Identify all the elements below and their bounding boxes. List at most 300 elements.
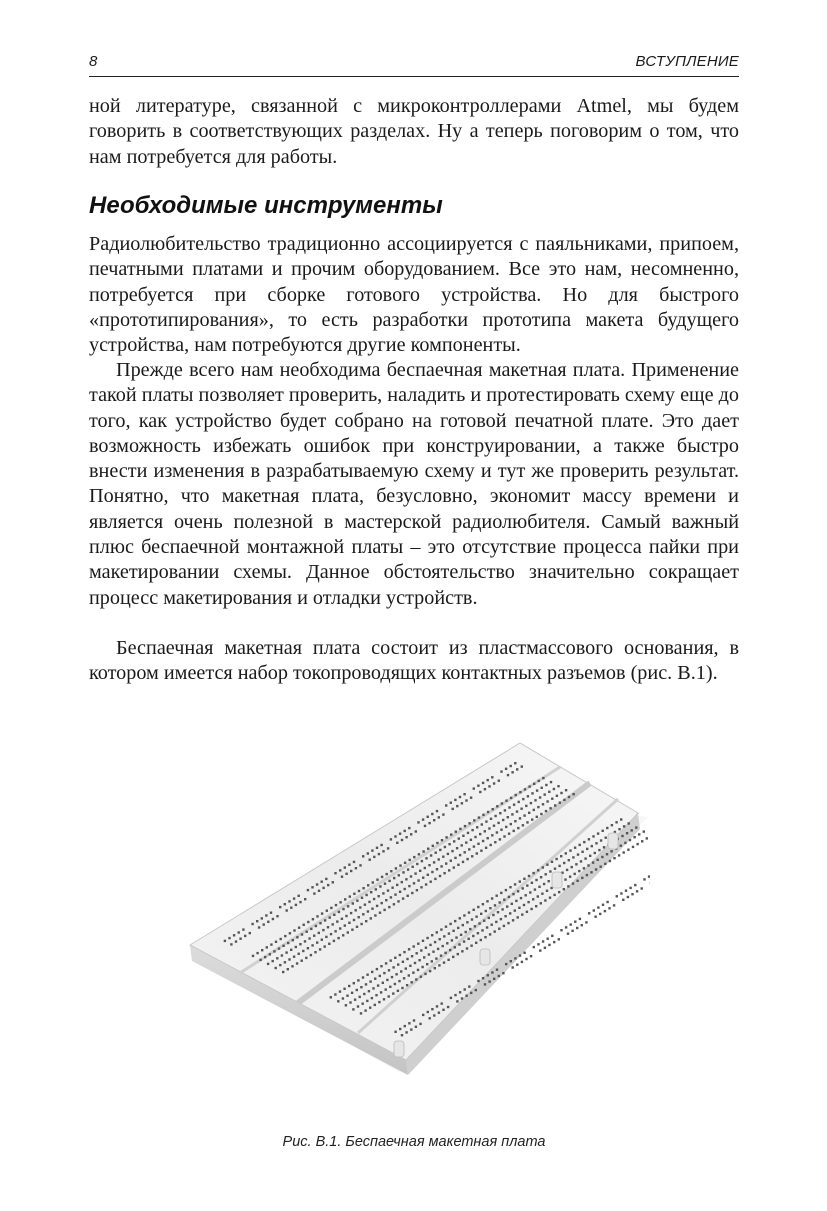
breadboard-hole (324, 919, 326, 921)
breadboard-hole (533, 783, 535, 785)
breadboard-hole (383, 998, 385, 1000)
breadboard-hole (365, 894, 367, 896)
breadboard-hole (510, 765, 512, 767)
breadboard-hole (334, 930, 336, 932)
breadboard-hole (349, 895, 351, 897)
breadboard-hole (325, 878, 327, 880)
breadboard-hole (443, 872, 445, 874)
breadboard-hole (569, 849, 571, 851)
breadboard-hole (301, 960, 303, 962)
breadboard-hole (369, 859, 371, 861)
breadboard-hole (581, 851, 583, 853)
breadboard-hole (298, 953, 300, 955)
breadboard-hole (284, 903, 286, 905)
breadboard-hole (428, 822, 430, 824)
breadboard-hole (638, 833, 640, 835)
breadboard-hole (249, 932, 251, 934)
breadboard-hole (597, 906, 599, 908)
breadboard-hole (473, 819, 475, 821)
breadboard-hole (629, 887, 631, 889)
breadboard-hole (362, 855, 364, 857)
breadboard-hole (603, 846, 605, 848)
breadboard-hole (571, 866, 573, 868)
breadboard-hole (444, 952, 446, 954)
breadboard-hole (353, 982, 355, 984)
breadboard-hole (293, 929, 295, 931)
breadboard-hole (370, 917, 372, 919)
breadboard-hole (239, 938, 241, 940)
breadboard-hole (367, 852, 369, 854)
breadboard-hole (494, 841, 496, 843)
breadboard-hole (527, 901, 529, 903)
breadboard-hole (525, 894, 527, 896)
breadboard-hole (600, 866, 602, 868)
breadboard-hole (628, 822, 630, 824)
breadboard-hole (385, 988, 387, 990)
breadboard-hole (439, 875, 441, 877)
breadboard-hole (485, 847, 487, 849)
breadboard-hole (507, 774, 509, 776)
breadboard-hole (494, 930, 496, 932)
breadboard-hole (420, 886, 422, 888)
breadboard-hole (389, 986, 391, 988)
breadboard-hole (351, 929, 353, 931)
breadboard-hole (521, 961, 523, 963)
breadboard-hole (359, 906, 361, 908)
breadboard-hole (477, 932, 479, 934)
breadboard-hole (475, 989, 477, 991)
breadboard-hole (316, 941, 318, 943)
breadboard-hole (456, 805, 458, 807)
breadboard-hole (444, 846, 446, 848)
breadboard-hole (633, 836, 635, 838)
breadboard-hole (466, 921, 468, 923)
breadboard-hole (390, 959, 392, 961)
breadboard-hole (385, 962, 387, 964)
breadboard-hole (413, 1019, 415, 1021)
breadboard-hole (470, 797, 472, 799)
breadboard-hole (315, 925, 317, 927)
breadboard-hole (470, 945, 472, 947)
breadboard-hole (408, 827, 410, 829)
breadboard-hole (494, 815, 496, 817)
breadboard-hole (440, 955, 442, 957)
breadboard-figure (180, 735, 650, 1095)
section-heading: Необходимые инструменты (89, 192, 443, 219)
breadboard-hole (432, 951, 434, 953)
breadboard-hole (514, 883, 516, 885)
breadboard-hole (382, 982, 384, 984)
breadboard-hole (369, 980, 371, 982)
breadboard-hole (436, 868, 438, 870)
breadboard-hole (509, 886, 511, 888)
breadboard-hole (496, 895, 498, 897)
breadboard-hole (259, 959, 261, 961)
breadboard-hole (379, 975, 381, 977)
breadboard-hole (493, 978, 495, 980)
breadboard-hole (577, 853, 579, 855)
breadboard-hole (469, 928, 471, 930)
breadboard-hole (519, 954, 521, 956)
breadboard-hole (580, 860, 582, 862)
breadboard-hole (536, 789, 538, 791)
breadboard-hole (572, 882, 574, 884)
breadboard-hole (625, 890, 627, 892)
breadboard-hole (422, 877, 424, 879)
breadboard-hole (399, 833, 401, 835)
breadboard-hole (433, 1014, 435, 1016)
breadboard-hole (288, 958, 290, 960)
breadboard-hole (425, 857, 427, 859)
breadboard-hole (491, 897, 493, 899)
breadboard-hole (395, 973, 397, 975)
breadboard-hole (244, 935, 246, 937)
breadboard-hole (420, 976, 422, 978)
breadboard-hole (631, 829, 633, 831)
breadboard-hole (462, 835, 464, 837)
breadboard-hole (406, 984, 408, 986)
breadboard-hole (505, 889, 507, 891)
breadboard-hole (523, 952, 525, 954)
breadboard-hole (499, 901, 501, 903)
breadboard-hole (399, 864, 401, 866)
breadboard-hole (290, 949, 292, 951)
breadboard-hole (572, 793, 574, 795)
breadboard-hole (404, 830, 406, 832)
breadboard-hole (342, 908, 344, 910)
breadboard-hole (492, 914, 494, 916)
breadboard-hole (459, 854, 461, 856)
breadboard-hole (350, 912, 352, 914)
breadboard-hole (540, 902, 542, 904)
breadboard-hole (382, 850, 384, 852)
breadboard-hole (471, 918, 473, 920)
breadboard-hole (608, 907, 610, 909)
breadboard-hole (342, 997, 344, 999)
breadboard-hole (295, 946, 297, 948)
breadboard-hole (276, 915, 278, 917)
breadboard-hole (476, 826, 478, 828)
breadboard-hole (470, 992, 472, 994)
breadboard-hole (468, 985, 470, 987)
breadboard-hole (459, 991, 461, 993)
breadboard-hole (474, 925, 476, 927)
breadboard-hole (537, 806, 539, 808)
breadboard-hole (483, 920, 485, 922)
breadboard-hole (540, 876, 542, 878)
breadboard-hole (623, 825, 625, 827)
breadboard-hole (402, 897, 404, 899)
breadboard-hole (458, 943, 460, 945)
breadboard-hole (327, 926, 329, 928)
breadboard-hole (613, 904, 615, 906)
breadboard-hole (409, 965, 411, 967)
breadboard-hole (511, 903, 513, 905)
breadboard-hole (579, 918, 581, 920)
breadboard-hole (441, 1002, 443, 1004)
breadboard-hole (390, 870, 392, 872)
breadboard-hole (542, 866, 544, 868)
breadboard-hole (410, 833, 412, 835)
breadboard-hole (478, 922, 480, 924)
breadboard-hole (468, 822, 470, 824)
breadboard-hole (528, 785, 530, 787)
breadboard-hole (541, 787, 543, 789)
breadboard-hole (375, 994, 377, 996)
breadboard-hole (390, 838, 392, 840)
breadboard-hole (339, 990, 341, 992)
breadboard-hole (345, 873, 347, 875)
breadboard-hole (311, 944, 313, 946)
breadboard-hole (337, 937, 339, 939)
breadboard-hole (416, 952, 418, 954)
breadboard-hole (473, 787, 475, 789)
breadboard-hole (507, 816, 509, 818)
breadboard-hole (345, 915, 347, 917)
breadboard-hole (418, 959, 420, 961)
breadboard-hole (605, 837, 607, 839)
breadboard-hole (490, 844, 492, 846)
breadboard-hole (358, 890, 360, 892)
breadboard-hole (393, 877, 395, 879)
breadboard-hole (394, 893, 396, 895)
breadboard-hole (548, 791, 550, 793)
breadboard-hole (429, 1017, 431, 1019)
breadboard-hole (522, 798, 524, 800)
breadboard-hole (549, 897, 551, 899)
breadboard-hole (330, 933, 332, 935)
breadboard-hole (408, 974, 410, 976)
breadboard-hole (635, 826, 637, 828)
breadboard-hole (443, 961, 445, 963)
breadboard-hole (447, 853, 449, 855)
breadboard-hole (560, 929, 562, 931)
breadboard-hole (606, 853, 608, 855)
breadboard-hole (394, 1031, 396, 1033)
breadboard-hole (501, 908, 503, 910)
breadboard-hole (416, 889, 418, 891)
breadboard-hole (264, 956, 266, 958)
breadboard-hole (392, 966, 394, 968)
breadboard-hole (520, 897, 522, 899)
breadboard-hole (366, 1000, 368, 1002)
breadboard-hole (431, 813, 433, 815)
breadboard-hole (558, 891, 560, 893)
breadboard-hole (398, 874, 400, 876)
breadboard-hole (354, 999, 356, 1001)
breadboard-hole (287, 968, 289, 970)
breadboard-hole (431, 871, 433, 873)
breadboard-hole (590, 871, 592, 873)
breadboard-hole (646, 837, 648, 839)
breadboard-hole (513, 804, 515, 806)
breadboard-hole (440, 865, 442, 867)
breadboard-hole (356, 926, 358, 928)
breadboard-hole (530, 955, 532, 957)
breadboard-hole (494, 904, 496, 906)
breadboard-hole (304, 898, 306, 900)
breadboard-hole (461, 950, 463, 952)
breadboard-hole (427, 816, 429, 818)
breadboard-hole (636, 843, 638, 845)
breadboard-hole (486, 900, 488, 902)
breadboard-hole (378, 895, 380, 897)
breadboard-hole (498, 975, 500, 977)
breadboard-hole (445, 836, 447, 838)
breadboard-hole (330, 907, 332, 909)
breadboard-hole (433, 819, 435, 821)
breadboard-hole (362, 976, 364, 978)
breadboard-hole (613, 857, 615, 859)
breadboard-hole (545, 810, 547, 812)
breadboard-hole (383, 972, 385, 974)
breadboard-hole (481, 929, 483, 931)
breadboard-hole (459, 917, 461, 919)
breadboard-hole (574, 873, 576, 875)
breadboard-hole (374, 978, 376, 980)
breadboard-hole (287, 942, 289, 944)
breadboard-hole (491, 971, 493, 973)
breadboard-hole (376, 968, 378, 970)
breadboard-hole (557, 785, 559, 787)
breadboard-hole (349, 1001, 351, 1003)
breadboard-hole (364, 904, 366, 906)
breadboard-hole (512, 893, 514, 895)
breadboard-hole (588, 912, 590, 914)
breadboard-hole (256, 952, 258, 954)
breadboard-hole (366, 974, 368, 976)
breadboard-hole (426, 963, 428, 965)
breadboard-hole (610, 850, 612, 852)
breadboard-hole (553, 894, 555, 896)
breadboard-hole (341, 918, 343, 920)
breadboard-hole (471, 855, 473, 857)
breadboard-hole (339, 927, 341, 929)
breadboard-hole (307, 947, 309, 949)
board-foot (552, 872, 562, 888)
breadboard-hole (278, 947, 280, 949)
breadboard-hole (528, 812, 530, 814)
breadboard-hole (455, 936, 457, 938)
breadboard-hole (545, 784, 547, 786)
breadboard-hole (417, 821, 419, 823)
breadboard-hole (372, 881, 374, 883)
breadboard-hole (404, 862, 406, 864)
breadboard-hole (275, 967, 277, 969)
breadboard-hole (503, 835, 505, 837)
breadboard-hole (508, 833, 510, 835)
breadboard-hole (497, 911, 499, 913)
breadboard-hole (567, 885, 569, 887)
breadboard-hole (575, 863, 577, 865)
breadboard-hole (439, 938, 441, 940)
breadboard-hole (373, 856, 375, 858)
breadboard-hole (409, 859, 411, 861)
breadboard-hole (428, 953, 430, 955)
breadboard-hole (602, 830, 604, 832)
breadboard-hole (393, 903, 395, 905)
breadboard-hole (408, 885, 410, 887)
breadboard-hole (454, 857, 456, 859)
breadboard-hole (541, 893, 543, 895)
breadboard-hole (451, 850, 453, 852)
breadboard-hole (511, 771, 513, 773)
breadboard-hole (464, 851, 466, 853)
breadboard-hole (374, 914, 376, 916)
breadboard-hole (279, 906, 281, 908)
breadboard-hole (424, 867, 426, 869)
breadboard-hole (452, 808, 454, 810)
breadboard-hole (564, 878, 566, 880)
breadboard-hole (589, 855, 591, 857)
breadboard-hole (282, 945, 284, 947)
breadboard-hole (519, 791, 521, 793)
breadboard-hole (465, 931, 467, 933)
breadboard-hole (322, 929, 324, 931)
breadboard-hole (426, 937, 428, 939)
breadboard-hole (230, 943, 232, 945)
breadboard-hole (365, 920, 367, 922)
breadboard-hole (581, 924, 583, 926)
breadboard-hole (565, 852, 567, 854)
breadboard-hole (379, 885, 381, 887)
breadboard-hole (281, 954, 283, 956)
breadboard-hole (622, 899, 624, 901)
breadboard-hole (516, 810, 518, 812)
breadboard-hole (558, 938, 560, 940)
breadboard-hole (581, 877, 583, 879)
breadboard-hole (537, 895, 539, 897)
breadboard-hole (592, 861, 594, 863)
breadboard-hole (523, 878, 525, 880)
breadboard-hole (487, 974, 489, 976)
breadboard-hole (318, 890, 320, 892)
breadboard-hole (319, 922, 321, 924)
breadboard-hole (342, 934, 344, 936)
breadboard-hole (291, 965, 293, 967)
breadboard-hole (391, 887, 393, 889)
breadboard-hole (355, 867, 357, 869)
breadboard-hole (477, 980, 479, 982)
breadboard-hole (538, 886, 540, 888)
breadboard-hole (535, 905, 537, 907)
breadboard-hole (411, 955, 413, 957)
breadboard-hole (445, 862, 447, 864)
breadboard-hole (585, 921, 587, 923)
breadboard-hole (350, 870, 352, 872)
breadboard-hole (450, 802, 452, 804)
breadboard-hole (567, 933, 569, 935)
breadboard-hole (442, 813, 444, 815)
breadboard-hole (431, 934, 433, 936)
breadboard-hole (408, 1022, 410, 1024)
breadboard-hole (530, 908, 532, 910)
paragraph-1: Радиолюбительство традиционно ассоциируется с паяльниками, припоем, печатными платами и прочим оборудованием. Все это нам, несомненно, потребуется при сборке готового устройства. Но для быстрого «прототипирования», то есть разработки прототипа макета будущего устройства, нам потребуются другие компоненты. (89, 233, 739, 357)
breadboard-hole (570, 923, 572, 925)
breadboard-hole (401, 987, 403, 989)
breadboard-hole (492, 808, 494, 810)
breadboard-hole (407, 895, 409, 897)
breadboard-hole (445, 804, 447, 806)
breadboard-hole (591, 845, 593, 847)
breadboard-hole (599, 913, 601, 915)
breadboard-hole (348, 922, 350, 924)
breadboard-hole (405, 1031, 407, 1033)
breadboard-hole (550, 781, 552, 783)
breadboard-hole (509, 912, 511, 914)
breadboard-hole (376, 879, 378, 881)
breadboard-hole (353, 893, 355, 895)
